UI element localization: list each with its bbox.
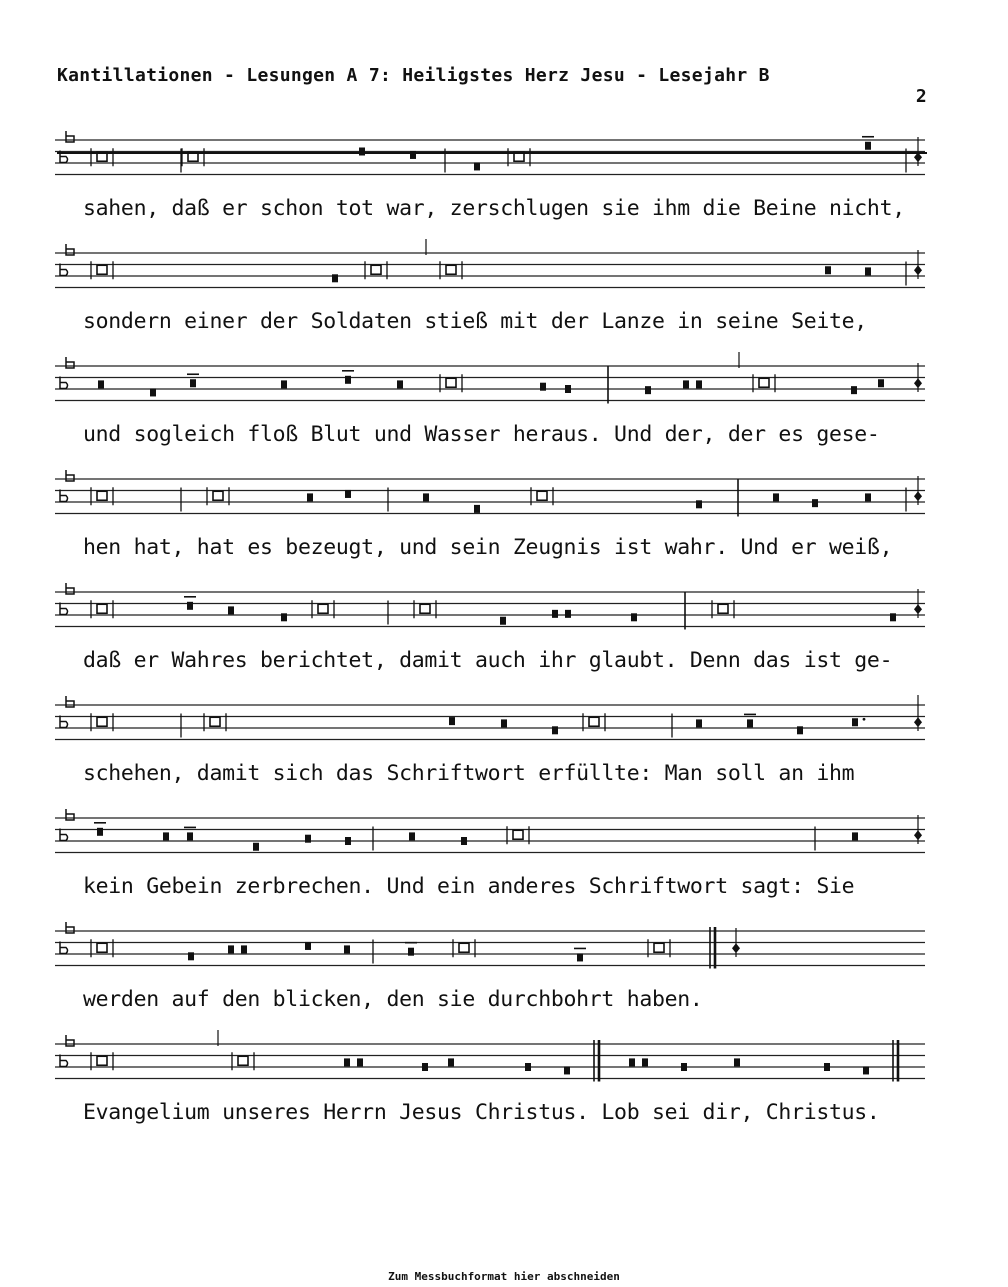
note-head <box>865 267 871 275</box>
note-head <box>797 726 803 734</box>
note-head <box>241 945 247 953</box>
lyric-line: kein Gebein zerbrechen. Und ein anderes Schriftwort sagt: Sie <box>83 874 855 899</box>
lyric-line: werden auf den blicken, den sie durchbohrt haben. <box>83 987 703 1012</box>
note-head <box>307 493 313 501</box>
page-number: 2 <box>915 86 927 107</box>
note-head <box>642 1058 648 1066</box>
note-head <box>629 1058 635 1066</box>
note-head <box>747 719 753 727</box>
note-head <box>449 717 455 725</box>
note-head <box>345 837 351 845</box>
note-head <box>423 493 429 501</box>
note-head <box>681 1063 687 1071</box>
staff <box>0 243 1008 303</box>
note-head <box>852 832 858 840</box>
note-head <box>540 383 546 391</box>
note-head <box>565 385 571 393</box>
flat-clef-icon <box>60 470 74 502</box>
note-head <box>863 1066 869 1074</box>
note-head <box>878 379 884 387</box>
note-head <box>281 380 287 388</box>
final-double-bar <box>893 1040 898 1082</box>
note-head <box>824 1063 830 1071</box>
note-head <box>97 828 103 836</box>
note-head <box>410 151 416 159</box>
note-head <box>357 1058 363 1066</box>
note-head <box>228 606 234 614</box>
note-head <box>552 726 558 734</box>
lyric-line: daß er Wahres berichtet, damit auch ihr glaubt. Denn das ist ge- <box>83 648 893 673</box>
staff <box>0 1034 1008 1094</box>
final-double-bar <box>594 1040 599 1082</box>
note-head <box>397 380 403 388</box>
note-head <box>345 376 351 384</box>
note-head <box>150 388 156 396</box>
note-head <box>696 380 702 388</box>
note-head <box>359 148 365 156</box>
note-head <box>696 500 702 508</box>
staff <box>0 808 1008 868</box>
note-head <box>501 719 507 727</box>
note-head <box>461 837 467 845</box>
lyric-line: schehen, damit sich das Schriftwort erfüllte: Man soll an ihm <box>83 761 855 786</box>
note-head <box>448 1058 454 1066</box>
note-head <box>305 835 311 843</box>
note-head <box>409 832 415 840</box>
final-double-bar <box>710 927 715 969</box>
note-head <box>344 945 350 953</box>
note-head <box>734 1058 740 1066</box>
note-head <box>683 380 689 388</box>
flat-clef-icon <box>60 696 74 728</box>
staff <box>0 582 1008 642</box>
note-head <box>190 379 196 387</box>
note-head <box>825 266 831 274</box>
note-head <box>564 1066 570 1074</box>
lyric-line: sahen, daß er schon tot war, zerschlugen sie ihm die Beine nicht, <box>83 196 905 221</box>
note-head <box>645 386 651 394</box>
dot-mark <box>863 718 866 721</box>
custos-diamond-icon <box>914 695 922 731</box>
note-head <box>552 610 558 618</box>
flat-clef-icon <box>60 357 74 389</box>
staff <box>0 921 1008 981</box>
flat-clef-icon <box>60 583 74 615</box>
staff <box>0 356 1008 416</box>
note-head <box>474 505 480 513</box>
note-head <box>228 945 234 953</box>
staff <box>0 130 1008 190</box>
lyric-line: Evangelium unseres Herrn Jesus Christus. Lob sei dir, Christus. <box>83 1100 880 1125</box>
note-head <box>565 610 571 618</box>
staff <box>0 469 1008 529</box>
note-head <box>305 942 311 950</box>
flat-clef-icon <box>60 131 74 163</box>
note-head <box>422 1063 428 1071</box>
note-head <box>344 1058 350 1066</box>
note-head <box>865 142 871 150</box>
note-head <box>890 613 896 621</box>
note-head <box>852 718 858 726</box>
note-head <box>773 493 779 501</box>
flat-clef-icon <box>60 922 74 954</box>
note-head <box>631 613 637 621</box>
flat-clef-icon <box>60 244 74 276</box>
note-head <box>187 602 193 610</box>
note-head <box>98 380 104 388</box>
lyric-line: hen hat, hat es bezeugt, und sein Zeugnis ist wahr. Und er weiß, <box>83 535 893 560</box>
note-head <box>187 832 193 840</box>
flat-clef-icon <box>60 1035 74 1067</box>
note-head <box>345 490 351 498</box>
note-head <box>812 499 818 507</box>
note-head <box>163 832 169 840</box>
flat-clef-icon <box>60 809 74 841</box>
cut-instruction: Zum Messbuchformat hier abschneiden <box>388 1270 620 1283</box>
header-title: Kantillationen - Lesungen A 7: Heiligstes Herz Jesu - Lesejahr B <box>57 65 770 86</box>
note-head <box>577 953 583 961</box>
note-head <box>281 613 287 621</box>
note-head <box>500 617 506 625</box>
note-head <box>865 493 871 501</box>
lyric-line: und sogleich floß Blut und Wasser heraus. Und der, der es gese- <box>83 422 880 447</box>
note-head <box>696 719 702 727</box>
lyric-line: sondern einer der Soldaten stieß mit der Lanze in seine Seite, <box>83 309 867 334</box>
note-head <box>408 948 414 956</box>
note-head <box>188 952 194 960</box>
note-head <box>851 386 857 394</box>
note-head <box>474 162 480 170</box>
note-head <box>332 274 338 282</box>
note-head <box>253 843 259 851</box>
note-head <box>525 1063 531 1071</box>
staff <box>0 695 1008 755</box>
